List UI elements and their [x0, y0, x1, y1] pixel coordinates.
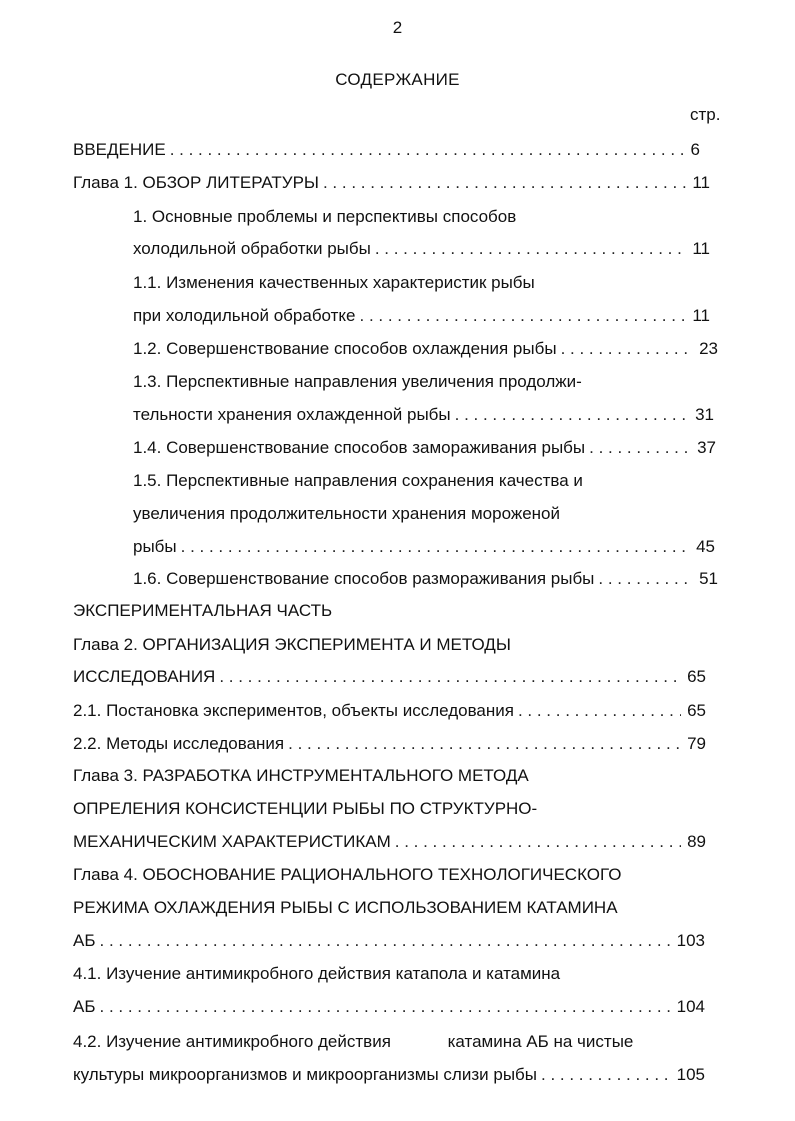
toc-entry-page: 11: [692, 306, 710, 325]
toc-entry-section-2-1[interactable]: [73, 700, 706, 722]
toc-entry-page: 23: [699, 339, 718, 358]
page-number: 2: [392, 18, 403, 37]
leader-dots: [219, 666, 681, 688]
toc-entry-text: ВВЕДЕНИЕ: [73, 140, 166, 159]
toc-entry-page: 79: [687, 734, 706, 753]
toc-entry-text: Глава 2. ОРГАНИЗАЦИЯ ЭКСПЕРИМЕНТА И МЕТОДЫ: [73, 635, 511, 654]
toc-entry-text: рыбы: [133, 537, 177, 556]
leader-dots: [518, 700, 681, 722]
toc-entry-section-4-2[interactable]: [73, 1064, 705, 1086]
toc-entry-section-4-1[interactable]: [73, 996, 705, 1018]
toc-entry-page: 31: [695, 405, 714, 424]
toc-entry-intro[interactable]: [73, 139, 700, 161]
toc-entry-text: МЕХАНИЧЕСКИМ ХАРАКТЕРИСТИКАМ: [73, 832, 391, 851]
toc-entry-text: 2.2. Методы исследования: [73, 734, 285, 753]
toc-entry-chapter-1[interactable]: [73, 172, 710, 194]
toc-entry-section-1-1[interactable]: [133, 305, 710, 327]
toc-entry-text: 1.6. Совершенствование способов размораживания рыбы: [133, 569, 595, 588]
toc-part-heading: ЭКСПЕРИМЕНТАЛЬНАЯ ЧАСТЬ: [73, 601, 333, 620]
toc-entry-page: 89: [687, 832, 706, 851]
toc-entry-text: 1.2. Совершенствование способов охлаждения рыбы: [133, 339, 557, 358]
toc-entry-page: 65: [687, 701, 706, 720]
leader-dots: [323, 172, 686, 194]
toc-entry-text: ИССЛЕДОВАНИЯ: [73, 667, 216, 686]
toc-entry-text: холодильной обработки рыбы: [133, 239, 371, 258]
toc-entry-text: увеличения продолжительности хранения мороженой: [133, 504, 561, 523]
leader-dots: [395, 831, 681, 853]
leader-dots: [360, 305, 687, 327]
toc-entry-chapter-2[interactable]: [73, 666, 706, 688]
toc-entry-text: АБ: [73, 997, 96, 1016]
toc-entry-page: 51: [699, 569, 718, 588]
toc-entry-text: 1.5. Перспективные направления сохранения качества и: [133, 471, 583, 490]
toc-entry-text: тельности хранения охлажденной рыбы: [133, 405, 451, 424]
toc-entry-page: 6: [690, 140, 700, 159]
toc-entry-section-1-2[interactable]: [133, 338, 718, 360]
toc-entry-text: культуры микроорганизмов и микроорганизмы слизи рыбы: [73, 1065, 537, 1084]
toc-entry-text: 1.3. Перспективные направления увеличения продолжи-: [133, 372, 582, 391]
toc-entry-text: Глава 4. ОБОСНОВАНИЕ РАЦИОНАЛЬНОГО ТЕХНОЛОГИЧЕСКОГО: [73, 865, 622, 884]
toc-entry-chapter-4[interactable]: [73, 930, 705, 952]
toc-entry-text: 1.1. Изменения качественных характеристик рыбы: [133, 273, 535, 292]
toc-entry-section-1-3[interactable]: [133, 404, 714, 426]
toc-entry-section-2-2[interactable]: [73, 733, 706, 755]
toc-entry-text: при холодильной обработке: [133, 306, 356, 325]
toc-entry-section-1-6[interactable]: [133, 568, 718, 590]
toc-entry-page: 11: [692, 239, 710, 258]
toc-entry-section-1[interactable]: [133, 238, 710, 260]
toc-entry-text: 4.2. Изучение антимикробного действия катамина АБ на чистые: [73, 1032, 634, 1051]
toc-entry-text: 4.1. Изучение антимикробного действия катапола и катамина: [73, 964, 561, 983]
toc-entry-text: 1.4. Совершенствование способов замораживания рыбы: [133, 438, 586, 457]
toc-entry-page: 37: [697, 438, 716, 457]
toc-entry-text: Глава 3. РАЗРАБОТКА ИНСТРУМЕНТАЛЬНОГО МЕТОДА: [73, 766, 529, 785]
leader-dots: [561, 338, 694, 360]
page-column-label: стр.: [690, 105, 721, 124]
toc-entry-page: 11: [692, 173, 710, 192]
toc-entry-page: 45: [696, 537, 715, 556]
leader-dots: [100, 930, 671, 952]
leader-dots: [170, 139, 685, 161]
toc-title: СОДЕРЖАНИЕ: [335, 70, 460, 89]
toc-entry-section-1-4[interactable]: [133, 437, 716, 459]
toc-entry-text: Глава 1. ОБЗОР ЛИТЕРАТУРЫ: [73, 173, 319, 192]
toc-entry-text: ОПРЕЛЕНИЯ КОНСИСТЕНЦИИ РЫБЫ ПО СТРУКТУРНО-: [73, 799, 538, 818]
toc-entry-section-1-5[interactable]: [133, 536, 715, 558]
toc-entry-page: 105: [676, 1065, 705, 1084]
leader-dots: [288, 733, 681, 755]
leader-dots: [541, 1064, 671, 1086]
toc-entry-page: 103: [676, 931, 705, 950]
leader-dots: [375, 238, 687, 260]
toc-entry-page: 65: [687, 667, 706, 686]
leader-dots: [100, 996, 671, 1018]
toc-entry-text: 1. Основные проблемы и перспективы способов: [133, 207, 517, 226]
leader-dots: [181, 536, 690, 558]
leader-dots: [455, 404, 689, 426]
toc-entry-chapter-3[interactable]: [73, 831, 706, 853]
toc-entry-page: 104: [676, 997, 705, 1016]
leader-dots: [598, 568, 693, 590]
toc-entry-text: АБ: [73, 931, 96, 950]
leader-dots: [589, 437, 691, 459]
toc-entry-text: 2.1. Постановка экспериментов, объекты исследования: [73, 701, 514, 720]
toc-entry-text: РЕЖИМА ОХЛАЖДЕНИЯ РЫБЫ С ИСПОЛЬЗОВАНИЕМ КАТАМИНА: [73, 898, 618, 917]
